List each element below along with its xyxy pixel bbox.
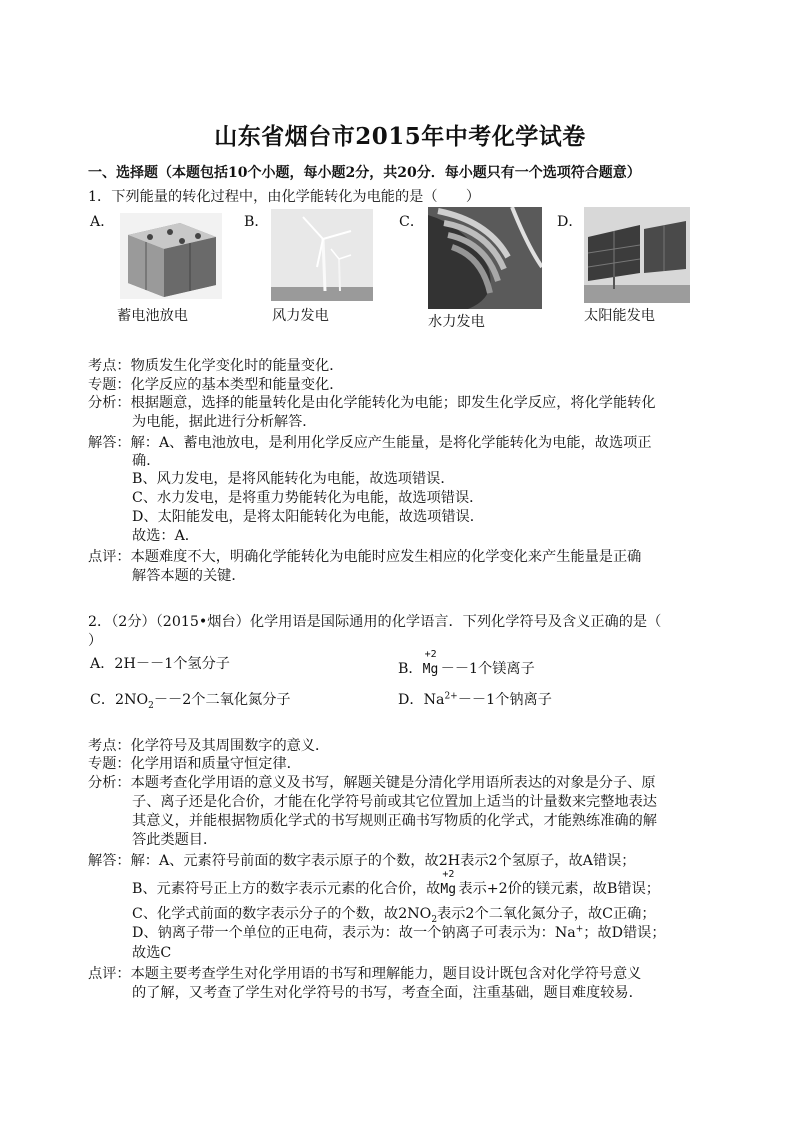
q1-answer-line-5: D、太阳能发电，是将太阳能转化为电能，故选项错误． [132,509,484,525]
magnesium-valence-symbol [422,649,441,679]
solar-panel-photo-icon [584,207,690,303]
ion-charge: 2+ [444,691,458,702]
q2-option-d [398,689,552,709]
q2-comment-line-1: 点评：本题主要考查学生对化学用语的书写和理解能力，题目设计既包含对化学符号意义 [88,966,642,982]
answer-text: ；故D错误； [583,925,666,941]
q1-answer-line-1: 解答：解：A、蓄电池放电，是利用化学反应产生能量，是将化学能转化为电能，故选项正 [88,435,652,451]
q2-option-c-letter: C． [90,692,116,708]
element-symbol: Mg [422,662,439,677]
q1-answer-line-3: B、风力发电，是将风能转化为电能，故选项错误． [132,471,455,487]
q2-answer-line-5: 故选C [132,945,172,961]
answer-text: B、元素符号正上方的数字表示元素的化合价，故 [132,881,441,897]
wind-turbine-photo-icon [271,209,373,301]
q1-option-d-letter: D． [557,214,583,230]
q2-option-c [90,689,291,711]
q1-stem: 1．下列能量的转化过程中，由化学能转化为电能的是（ ） [88,189,481,205]
q1-option-b-caption: 风力发电 [272,308,329,324]
q2-stem-line-2: ） [88,633,103,649]
q1-analysis-line-1: 分析：根据题意，选择的能量转化是由化学能转化为电能；即发生化学反应，将化学能转化 [88,395,656,411]
q2-comment-line-2: 的了解，又考查了学生对化学符号的书写，考查全面，注重基础，题目难度较易． [132,985,643,1001]
q2-option-b-letter: B． [398,661,423,677]
q2-stem-line-1: 2．（2分）（2015•烟台）化学用语是国际通用的化学语言．下列化学符号及含义正确的是（ [88,614,662,630]
q1-option-d-caption: 太阳能发电 [584,308,655,324]
ion-charge: + [575,924,584,935]
q2-analysis-line-2: 子、离子还是化合价，才能在化学符号前或其它位置加上适当的计量数来完整地表达 [132,794,657,810]
answer-text: 表示+2价的镁元素，故B错误； [458,881,660,897]
q1-option-c-letter: C． [399,214,425,230]
q2-option-d-text: －－1个钠离子 [457,692,552,708]
formula-subscript: 2 [431,914,438,925]
answer-text: D、钠离子带一个单位的正电荷，表示为：故一个钠离子可表示为：Na [132,925,576,941]
q2-option-c-text: －－2个二氧化氮分子 [153,692,291,708]
q2-zhuanti: 专题：化学用语和质量守恒定律． [88,756,301,772]
q2-answer-line-4 [132,922,666,942]
q1-option-a-letter: A． [90,214,115,230]
q2-analysis-line-1: 分析：本题考查化学用语的意义及书写，解题关键是分清化学用语所表达的对象是分子、原 [88,775,656,791]
valence-charge: +2 [424,649,437,660]
element-symbol: Mg [440,882,457,897]
q1-option-c-caption: 水力发电 [428,314,485,330]
q1-comment-line-2: 解答本题的关键． [132,568,246,584]
formula-text: 2NO [115,692,149,708]
magnesium-valence-symbol [440,869,458,899]
ion-symbol: Na [423,692,445,708]
q1-answer-line-4: C、水力发电，是将重力势能转化为电能，故选项错误． [132,490,484,506]
q1-kaodian: 考点：物质发生化学变化时的能量变化． [88,358,344,374]
page-title: 山东省烟台市2015年中考化学试卷 [214,123,586,150]
q1-analysis-line-2: 为电能，据此进行分析解答． [132,414,317,430]
battery-photo-icon [120,213,222,299]
section-heading: 一、选择题（本题包括10个小题，每小题2分，共20分．每小题只有一个选项符合题意） [88,165,641,181]
q1-option-b-letter: B． [244,214,269,230]
formula-subscript: 2 [148,700,154,711]
q1-answer-line-2: 确． [132,453,161,469]
answer-text: C、化学式前面的数字表示分子的个数，故2NO [132,906,432,922]
q1-option-a-caption: 蓄电池放电 [117,308,188,324]
q2-answer-line-2 [132,869,660,899]
q2-option-b-text: －－1个镁离子 [440,661,535,677]
q2-option-d-letter: D． [398,692,424,708]
answer-text: 表示2个二氧化氮分子，故C正确； [437,906,656,922]
q2-option-a: A．2H－－1个氢分子 [90,656,230,672]
q2-analysis-line-3: 其意义，并能根据物质化学式的书写规则正确书写物质的化学式，才能熟练准确的解 [132,813,657,829]
q1-zhuanti: 专题：化学反应的基本类型和能量变化． [88,377,344,393]
q2-kaodian: 考点：化学符号及其周围数字的意义． [88,738,330,754]
q2-answer-line-1: 解答：解：A、元素符号前面的数字表示原子的个数，故2H表示2个氢原子，故A错误； [88,853,636,869]
q2-analysis-line-4: 答此类题目． [132,832,218,848]
q1-answer-line-6: 故选：A． [132,528,199,544]
hydro-turbine-photo-icon [428,207,542,309]
q2-option-b [398,649,535,679]
q1-comment-line-1: 点评：本题难度不大，明确化学能转化为电能时应发生相应的化学变化来产生能量是正确 [88,549,642,565]
valence-charge: +2 [442,869,455,880]
